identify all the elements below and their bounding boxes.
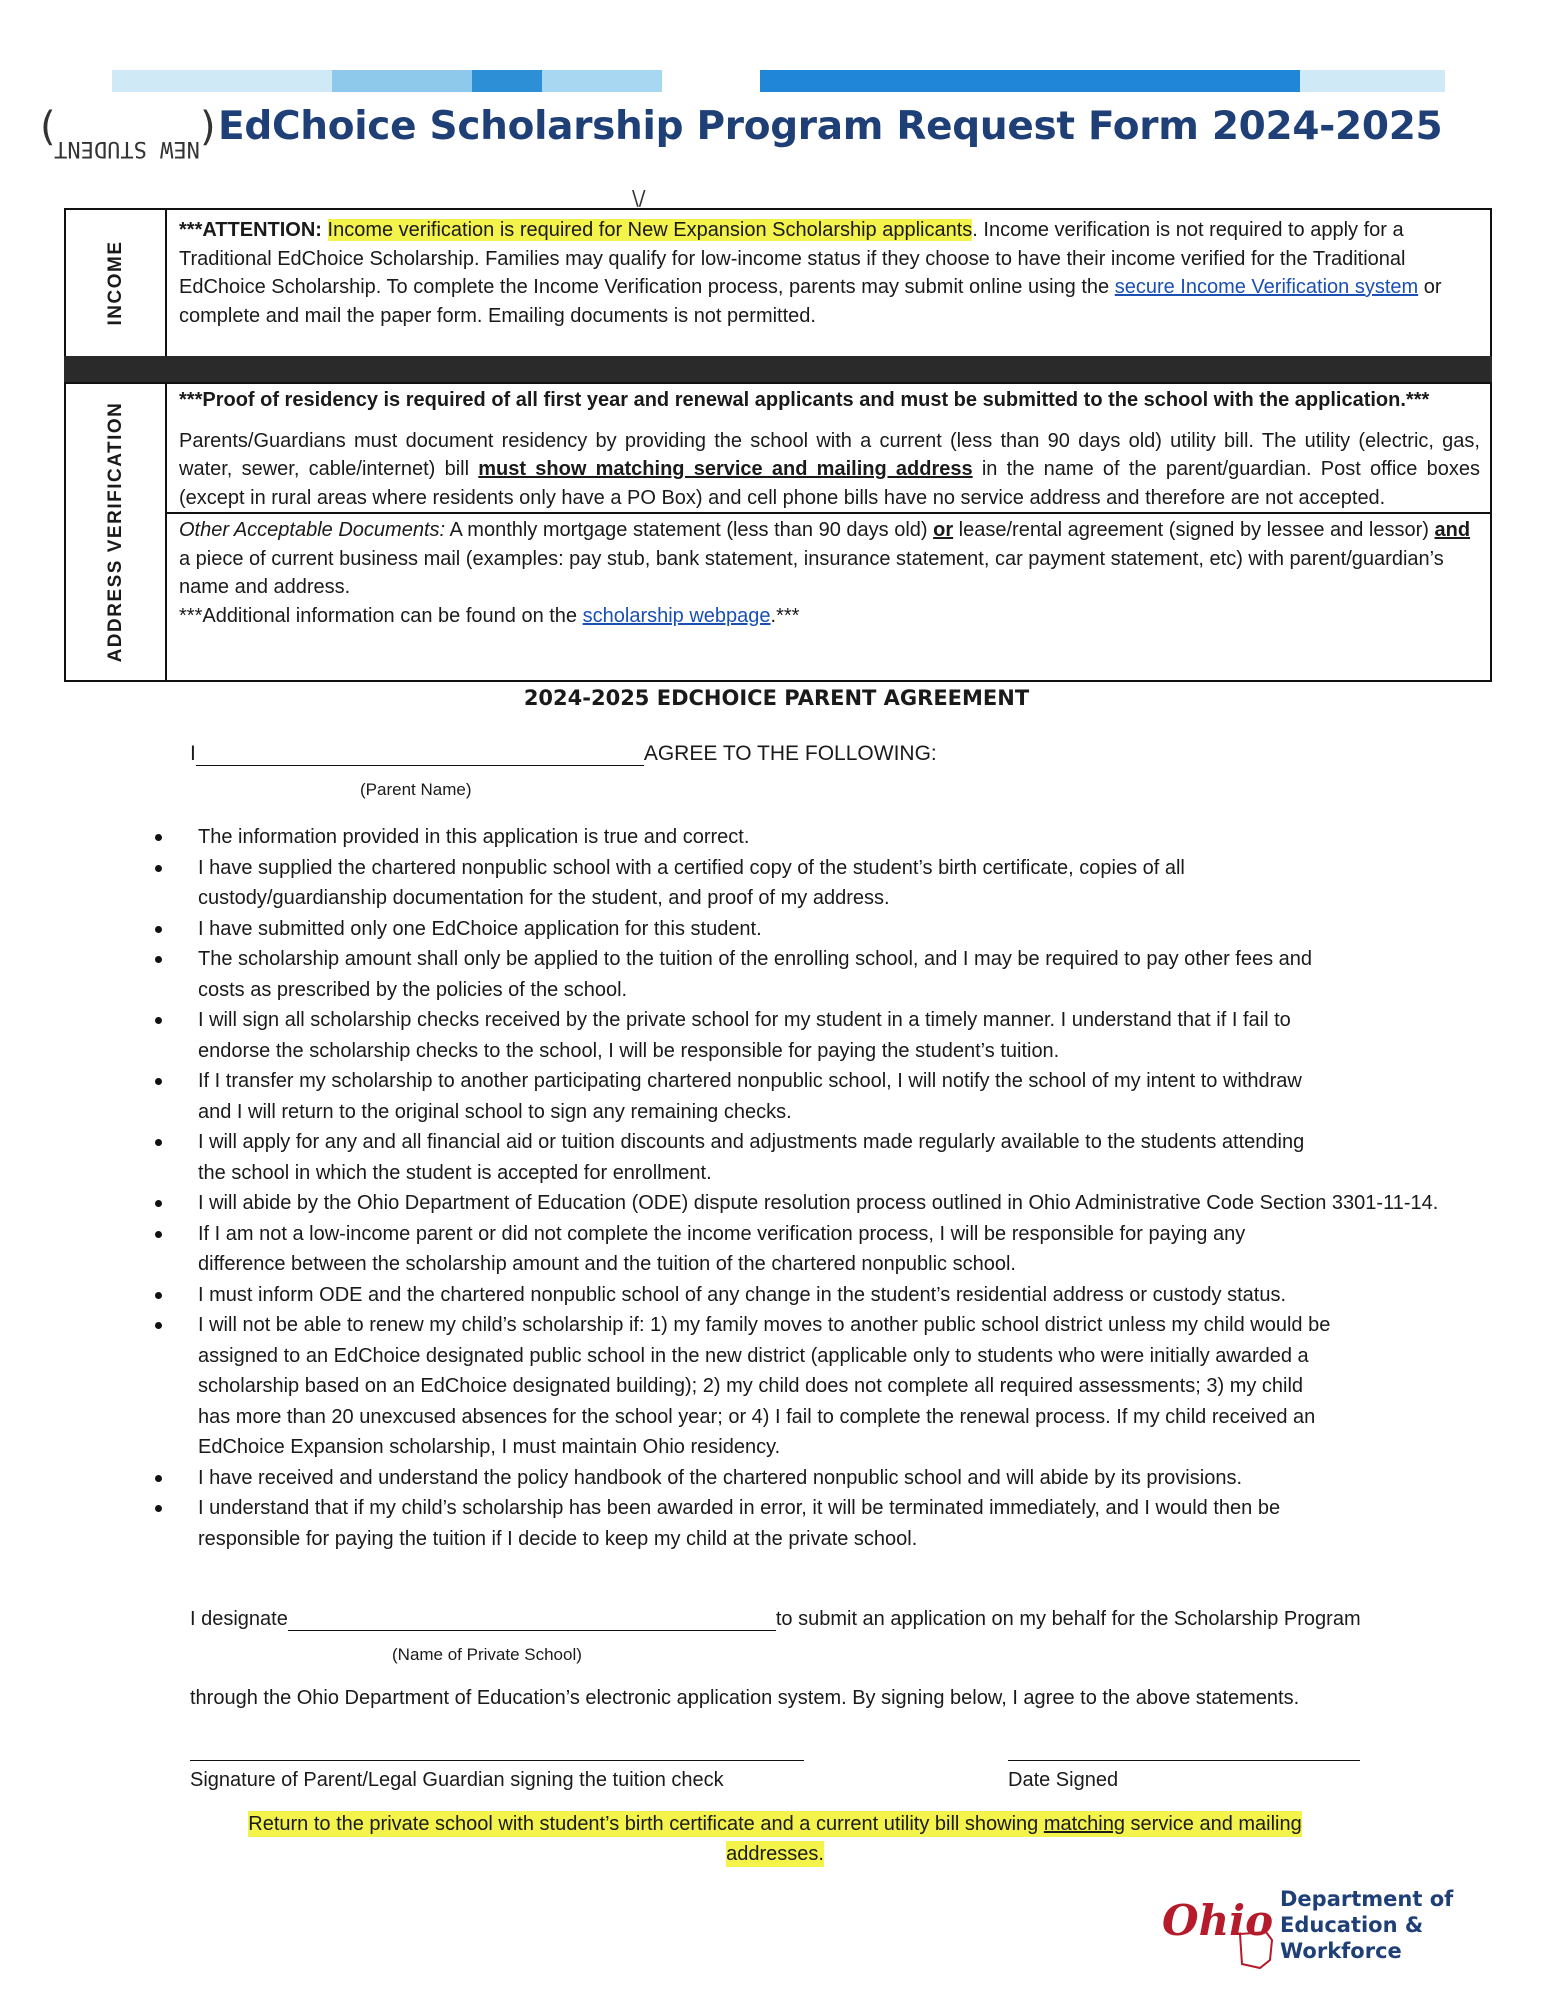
other-docs-label: Other Acceptable Documents:: [179, 519, 446, 541]
parent-name-caption: (Parent Name): [360, 780, 472, 799]
new-student-stamp: NEW STUDENT: [54, 136, 200, 161]
list-item: I have submitted only one EdChoice application for this student.: [155, 914, 1098, 945]
list-item: The information provided in this application is true and correct.: [155, 822, 1098, 853]
address-section: [64, 382, 1492, 682]
income-text-end: or complete and mail the paper form. Emailing documents is not permitted.: [179, 276, 1442, 327]
header-band-4: [542, 70, 662, 92]
signature-caption: Signature of Parent/Legal Guardian signing the tuition check: [190, 1769, 724, 1791]
list-item: I have received and understand the policy handbook of the chartered nonpublic school and will abide by its provisions.: [155, 1463, 1498, 1494]
stamp-paren-left: (: [40, 104, 56, 150]
scholarship-webpage-link[interactable]: scholarship webpage: [582, 604, 771, 627]
list-item: I will not be able to renew my child’s scholarship if: 1) my family moves to another public school district unless my child would be assigned to an EdChoice designated public school in the new district (applicable only to students who were initially awarded a scholarship based on an EdChoice designated building); 2) my child does not complete all required assessments; 3) my child has more than 20 unexcused absences for the school year; or 4) I fail to complete the renewal process. If my child received an EdChoice Expansion scholarship, I must maintain Ohio residency.: [155, 1310, 1338, 1463]
residency-paragraph: Parents/Guardians must document residency by providing the school with a current (less than 90 days old) utility bill. The utility (electric, gas, water, sewer, cable/internet) bill must show matching service and mailing address in the name of the parent/guardian. Post office boxes (except in rural areas where residents only have a PO Box) and cell phone bills have no service address and therefore are not accepted.: [179, 429, 1481, 509]
proof-heading: ***Proof of residency is required of all first year and renewal applicants and must be submitted to the school with the application.***: [179, 389, 1430, 411]
list-item: I understand that if my child’s scholarship has been awarded in error, it will be terminated immediately, and I would then be responsible for paying the tuition if I decide to keep my child at the private school.: [155, 1493, 1338, 1554]
private-school-field[interactable]: [288, 1608, 776, 1631]
list-item: I have supplied the chartered nonpublic school with a certified copy of the student’s birth certificate, copies of all custody/guardianship documentation for the student, and proof of my address.: [155, 853, 1283, 914]
or-emphasis: or: [933, 519, 954, 541]
ohio-wordmark: Ohio: [1162, 1896, 1274, 1945]
matching-address-emphasis: must show matching service and mailing address: [478, 458, 973, 480]
list-item: If I transfer my scholarship to another participating chartered nonpublic school, I will notify the school of my intent to withdraw and I will return to the original school to sign any remaining checks.: [155, 1066, 1318, 1127]
income-text: [167, 210, 1490, 336]
income-section: [64, 208, 1492, 358]
parent-name-field[interactable]: [196, 743, 644, 766]
and-emphasis: and: [1434, 519, 1471, 541]
income-side-label: INCOME: [66, 210, 167, 356]
header-band-2: [332, 70, 472, 92]
agree-line: I AGREE TO THE FOLLOWING:: [190, 742, 937, 765]
header-band-6: [1300, 70, 1445, 92]
stamp-paren-right: ): [200, 104, 216, 150]
address-side-label: ADDRESS VERIFICATION: [66, 384, 167, 680]
income-text-body: . Income verification is not required to apply for a Traditional EdChoice Scholarship. Families may qualify for low-income status if they choose to have their income verified for the Traditional EdChoice Scholarship. To complete the Income Verification process, parents may submit online using the: [179, 219, 1406, 298]
department-name: Department of Education & Workforce: [1280, 1887, 1454, 1963]
matching-emphasis: matching: [1043, 1813, 1125, 1835]
list-item: I will sign all scholarship checks received by the private school for my student in a timely manner. I understand that if I fail to endorse the scholarship checks to the school, I will be responsible for paying the student’s tuition.: [155, 1005, 1318, 1066]
list-item: If I am not a low-income parent or did not complete the income verification process, I will be responsible for paying any difference between the scholarship amount and the tuition of the chartered nonpublic school.: [155, 1219, 1298, 1280]
signature-field[interactable]: [190, 1760, 804, 1761]
income-highlight: Income verification is required for New Expansion Scholarship applicants: [327, 219, 973, 241]
page-title: EdChoice Scholarship Program Request Form 2024-2025: [218, 104, 1443, 149]
agreement-heading: 2024-2025 EDCHOICE PARENT AGREEMENT: [523, 686, 1030, 710]
attention-label: ***ATTENTION:: [179, 219, 322, 241]
list-item: I will abide by the Ohio Department of Education (ODE) dispute resolution process outlined in Ohio Administrative Code Section 3301-11-14.: [155, 1188, 1498, 1219]
ohio-dew-logo: [1162, 1886, 1462, 1976]
header-band-1: [112, 70, 332, 92]
designate-line: I designate to submit an application on my behalf for the Scholarship Program: [190, 1608, 1361, 1630]
other-documents: Other Acceptable Documents: A monthly mortgage statement (less than 90 days old) or lease/rental agreement (signed by lessee and lessor) and a piece of current business mail (examples: pay stub, bank statement, insurance statement, car payment statement, etc) with parent/guardian’s name and address. ***Additional information can be found on the scholarship webpage.***: [167, 512, 1490, 630]
return-instructions: Return to the private school with student’s birth certificate and a current utility bill showing matching service and mailing addresses.: [248, 1813, 1302, 1865]
header-band-5: [760, 70, 1300, 92]
through-statement: through the Ohio Department of Education’s electronic application system. By signing below, I agree to the above statements.: [190, 1687, 1300, 1709]
section-divider: [64, 356, 1492, 384]
list-item: The scholarship amount shall only be applied to the tuition of the enrolling school, and I may be required to pay other fees and costs as prescribed by the policies of the school.: [155, 944, 1318, 1005]
address-main: [167, 384, 1490, 512]
list-item: I must inform ODE and the chartered nonpublic school of any change in the student’s residential address or custody status.: [155, 1280, 1498, 1311]
agreement-list: [155, 822, 1495, 1554]
title-area: [40, 100, 1443, 170]
income-verification-link[interactable]: secure Income Verification system: [1114, 276, 1419, 298]
date-caption: Date Signed: [1008, 1769, 1119, 1791]
checkmark-icon: \/: [632, 186, 646, 210]
ohio-state-outline-icon: [1236, 1930, 1276, 1970]
header-band-3: [472, 70, 542, 92]
school-name-caption: (Name of Private School): [392, 1645, 582, 1664]
list-item: I will apply for any and all financial aid or tuition discounts and adjustments made regularly available to the students attending the school in which the student is accepted for enrollment.: [155, 1127, 1318, 1188]
date-field[interactable]: [1008, 1760, 1360, 1761]
